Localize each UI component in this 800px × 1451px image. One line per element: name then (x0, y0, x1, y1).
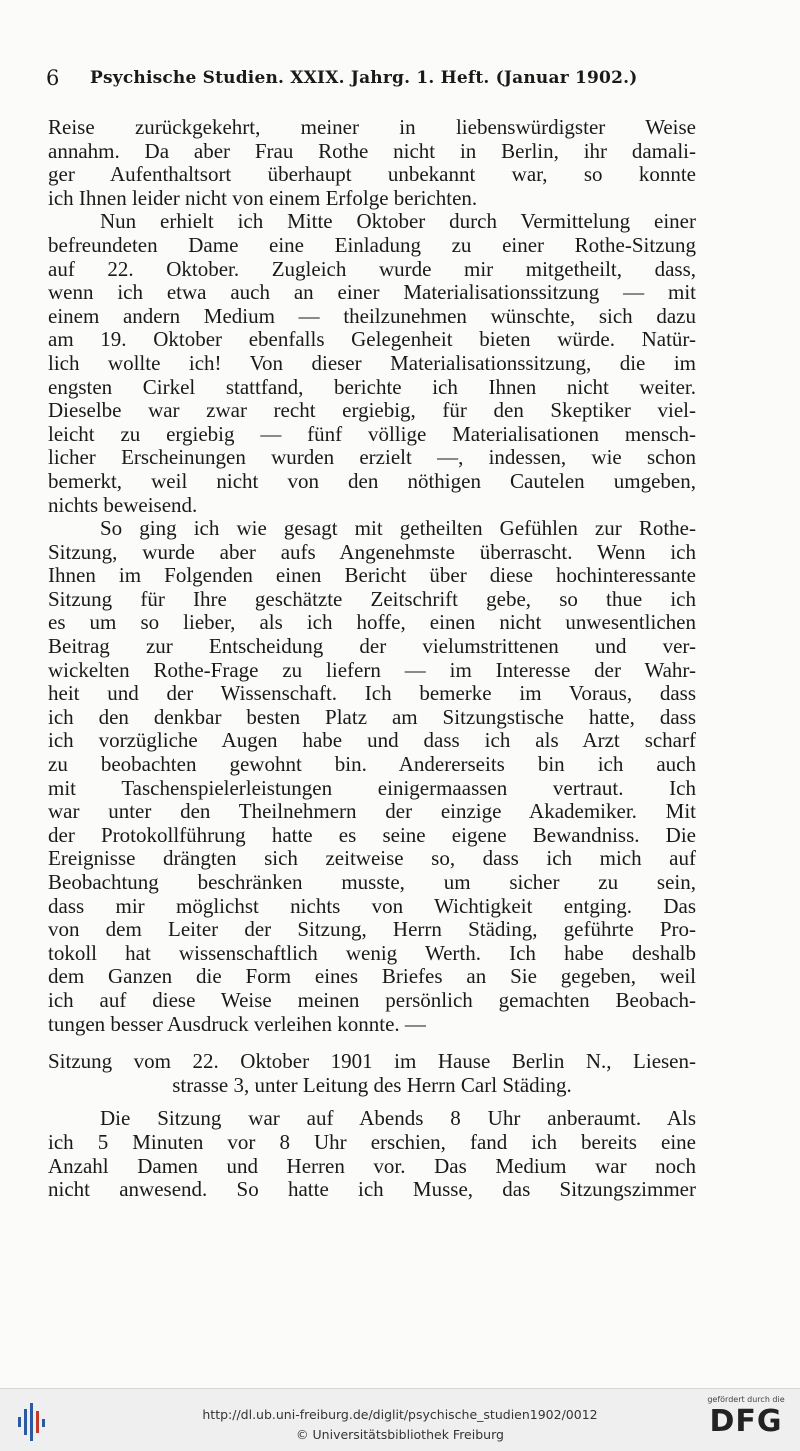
viewer-footer (0, 1388, 800, 1451)
text-line: ger Aufenthaltsort überhaupt unbekannt war, so konnte (48, 163, 696, 187)
text-line: bemerkt, weil nicht von den nöthigen Cautelen umgeben, (48, 469, 696, 493)
spacer (48, 1097, 696, 1107)
text-line: Sitzung, wurde aber aufs Angenehmste überrascht. Wenn ich (48, 540, 696, 564)
heading-line: Sitzung vom 22. Oktober 1901 im Hause Berlin N., Liesen- (48, 1050, 696, 1074)
text-line: zu beobachten gewohnt bin. Andererseits bin ich auch (48, 753, 696, 777)
section-heading (48, 1050, 696, 1097)
page-number: 6 (46, 66, 60, 90)
text-line: nicht anwesend. So hatte ich Musse, das Sitzungszimmer (48, 1178, 696, 1202)
dfg-wordmark: DFG (709, 1404, 783, 1439)
text-line: ich vorzügliche Augen habe und dass ich als Arzt scharf (48, 729, 696, 753)
dfg-caption: gefördert durch die (707, 1395, 785, 1404)
paragraph-3 (48, 517, 696, 1036)
text-line: mit Taschenspielerleistungen einigermaassen vertraut. Ich (48, 776, 696, 800)
text-line: ich auf diese Weise meinen persönlich gemachten Beobach- (48, 988, 696, 1012)
text-line: auf 22. Oktober. Zugleich wurde mir mitgetheilt, dass, (48, 257, 696, 281)
paragraph-4 (48, 1107, 696, 1201)
text-line: ich Ihnen leider nicht von einem Erfolge berichten. (48, 186, 478, 210)
text-line: Anzahl Damen und Herren vor. Das Medium war noch (48, 1154, 696, 1178)
text-line: wenn ich etwa auch an einer Materialisationssitzung — mit (48, 281, 696, 305)
text-line: annahm. Da aber Frau Rothe nicht in Berlin, ihr damali- (48, 139, 696, 163)
text-line: Dieselbe war zwar recht ergiebig, für den Skeptiker viel- (48, 399, 696, 423)
text-line: ich den denkbar besten Platz am Sitzungstische hatte, dass (48, 705, 696, 729)
text-line: befreundeten Dame eine Einladung zu einer Rothe-Sitzung (48, 233, 696, 257)
text-line: wickelten Rothe-Frage zu liefern — im Interesse der Wahr- (48, 658, 696, 682)
text-line: leicht zu ergiebig — fünf völlige Materialisationen mensch- (48, 422, 696, 446)
paragraph-1 (48, 116, 696, 210)
text-line: ich 5 Minuten vor 8 Uhr erschien, fand ich bereits eine (48, 1130, 696, 1154)
text-line: von dem Leiter der Sitzung, Herrn Städing, geführte Pro- (48, 918, 696, 942)
running-head (46, 64, 696, 92)
text-line: dem Ganzen die Form eines Briefes an Sie gegeben, weil (48, 965, 696, 989)
text-line: engsten Cirkel stattfand, berichte ich Ihnen nicht weiter. (48, 375, 696, 399)
text-line: dass mir möglichst nichts von Wichtigkeit entging. Das (48, 894, 696, 918)
text-line: licher Erscheinungen wurden erzielt —, indessen, wie schon (48, 446, 696, 470)
text-line: Ihnen im Folgenden einen Bericht über diese hochinteressante (48, 564, 696, 588)
text-line: Ereignisse drängten sich zeitweise so, dass ich mich auf (48, 847, 696, 871)
text-line: Beitrag zur Entscheidung der vielumstrittenen und ver- (48, 635, 696, 659)
text-line: Beobachtung beschränken musste, um sicher zu sein, (48, 871, 696, 894)
text-line: Nun erhielt ich Mitte Oktober durch Vermittelung einer (100, 210, 696, 234)
text-line: heit und der Wissenschaft. Ich bemerke im Voraus, dass (48, 682, 696, 706)
paragraph-2 (48, 210, 696, 517)
text-line: der Protokollführung hatte es seine eigene Bewandniss. Die (48, 823, 696, 847)
text-line: am 19. Oktober ebenfalls Gelegenheit bieten würde. Natür- (48, 328, 696, 352)
running-title: Psychische Studien. XXIX. Jahrg. 1. Heft. (Januar 1902.) (90, 68, 638, 88)
text-line: Sitzung für Ihre geschätzte Zeitschrift gebe, so thue ich (48, 587, 696, 611)
text-line: Die Sitzung war auf Abends 8 Uhr anberaumt. Als (100, 1107, 696, 1131)
text-line: lich wollte ich! Von dieser Materialisationssitzung, die im (48, 351, 696, 375)
text-line: nichts beweisend. (48, 493, 198, 517)
spacer (48, 1036, 696, 1050)
text-line: tungen besser Ausdruck verleihen konnte. — (48, 1012, 426, 1036)
dfg-logo (704, 1395, 788, 1447)
text-line: es um so lieber, als ich hoffe, einen nicht unwesentlichen (48, 611, 696, 635)
text-line: einem andern Medium — theilzunehmen wünschte, sich dazu (48, 304, 696, 328)
heading-line: strasse 3, unter Leitung des Herrn Carl Städing. (172, 1073, 572, 1097)
text-line: tokoll hat wissenschaftlich wenig Werth. Ich habe deshalb (48, 941, 696, 965)
text-line: Reise zurückgekehrt, meiner in liebenswürdigster Weise (48, 116, 696, 139)
body-text (48, 116, 696, 1202)
text-line: war unter den Theilnehmern der einzige Akademiker. Mit (48, 800, 696, 824)
text-line: So ging ich wie gesagt mit getheilten Gefühlen zur Rothe- (100, 517, 696, 541)
copyright-text: © Universitätsbibliothek Freiburg (296, 1427, 504, 1442)
source-url-link[interactable]: http://dl.ub.uni-freiburg.de/diglit/psychische_studien1902/0012 (202, 1407, 598, 1422)
